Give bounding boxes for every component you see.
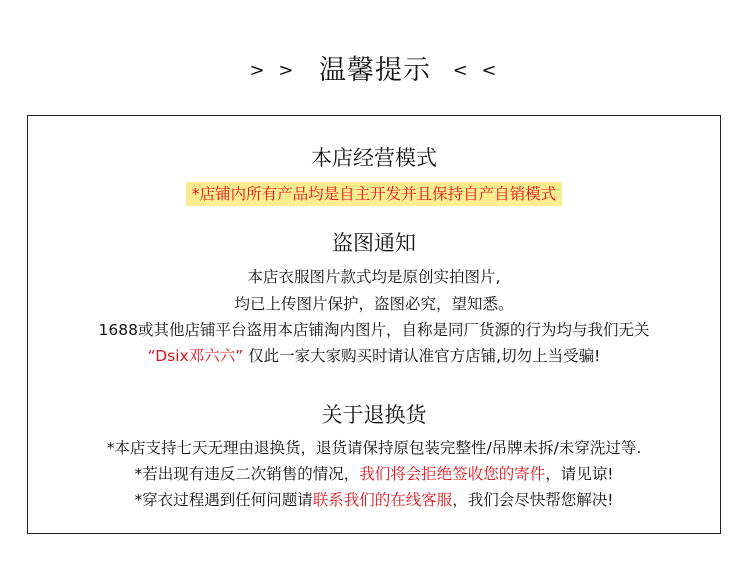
right-arrows: < < (452, 60, 501, 81)
returns-line-2-start: *若出现有违反二次销售的情况， (134, 465, 360, 483)
theft-line-4 (28, 344, 720, 366)
brand-name: “Dsix邓六六” (147, 347, 244, 365)
header-title-row (0, 48, 750, 87)
theft-line-2: 均已上传图片保护，盗图必究，望知悉。 (234, 295, 514, 313)
returns-line-2-end: ，请见谅! (545, 465, 614, 483)
business-mode-note (28, 182, 720, 204)
notice-box (27, 115, 721, 534)
business-mode-heading: 本店经营模式 (311, 146, 437, 170)
returns-line-1: *本店支持七天无理由退换货，退货请保持原包装完整性/吊牌未拆/未穿洗过等. (106, 439, 642, 457)
contact-service-note: 联系我们的在线客服 (312, 491, 453, 509)
highlighted-notice: *店铺内所有产品均是自主开发并且保持自产自销模式 (186, 182, 562, 206)
returns-line-3-end: ，我们会尽快帮您解决! (452, 491, 614, 509)
returns-line-3-start: *穿衣过程遇到任何问题请 (134, 491, 313, 509)
theft-line-1: 本店衣服图片款式均是原创实拍图片, (247, 268, 501, 286)
image-theft-heading: 盗图通知 (332, 231, 416, 255)
returns-line-2 (28, 462, 720, 484)
refuse-signing-note: 我们将会拒绝签收您的寄件 (359, 465, 546, 483)
page-title: 温馨提示 (319, 55, 431, 86)
returns-heading: 关于退换货 (321, 403, 427, 427)
left-arrows: > > (249, 60, 298, 81)
theft-line-3: 1688或其他店铺平台盗用本店铺淘内图片，自称是同厂货源的行为均与我们无关 (98, 321, 650, 339)
theft-line-4-text: 仅此一家大家购买时请认准官方店铺,切勿上当受骗! (243, 347, 601, 365)
returns-line-3 (28, 488, 720, 510)
